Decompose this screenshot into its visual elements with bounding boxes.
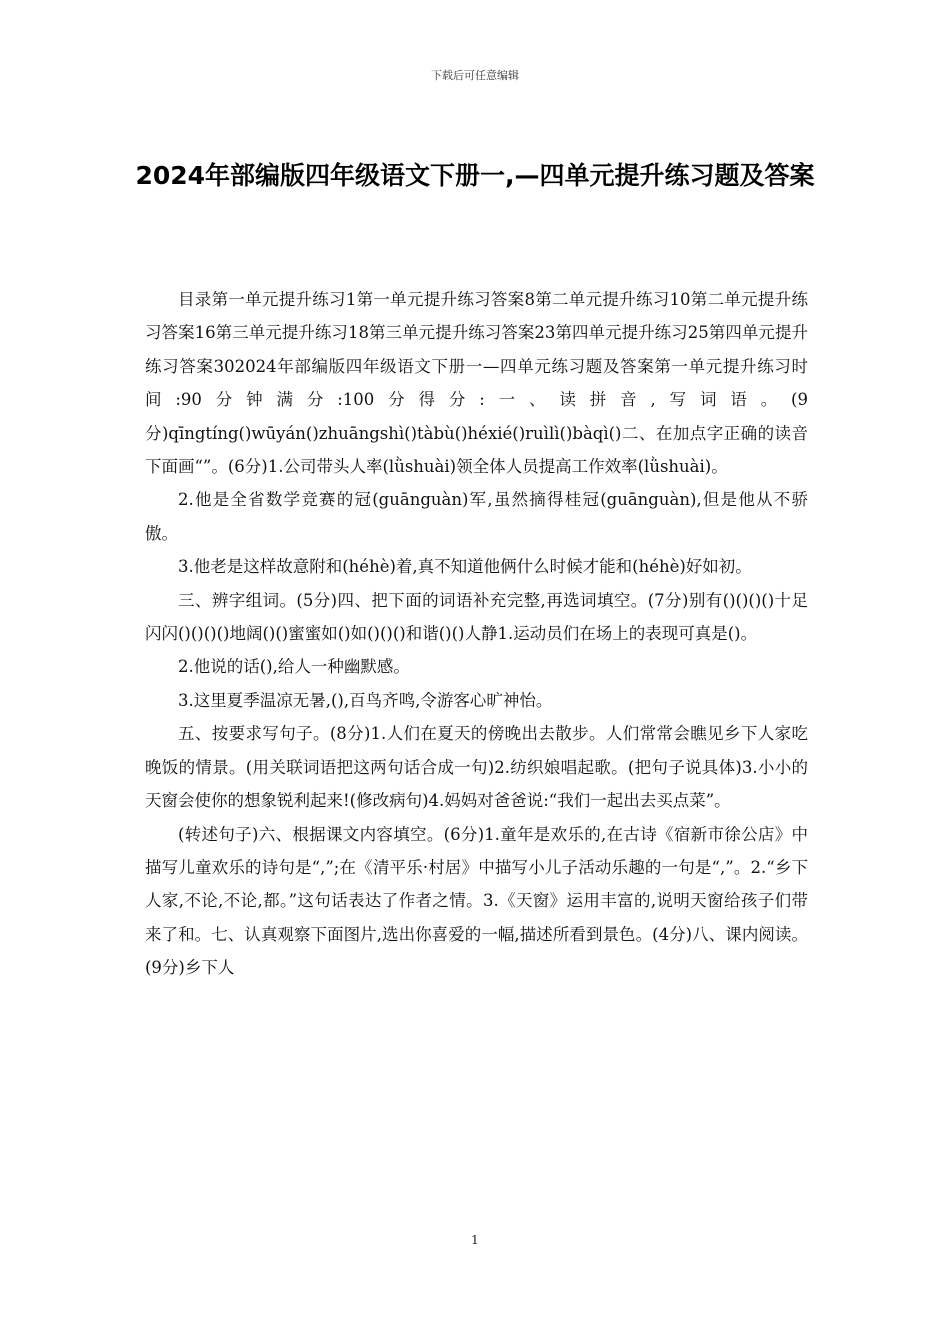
paragraph: 3.这里夏季温凉无暑,(),百鸟齐鸣,令游客心旷神怡。 bbox=[178, 690, 553, 710]
page-number: 1 bbox=[471, 1233, 479, 1247]
paragraph: 2.他是全省数学竞赛的冠(guānguàn)军,虽然摘得桂冠(guānguàn),但是他从不骄傲。 bbox=[145, 490, 808, 543]
header-note: 下载后可任意编辑 bbox=[431, 69, 519, 82]
paragraph: 目录第一单元提升练习1第一单元提升练习答案8第二单元提升练习10第二单元提升练习答案16第三单元提升练习18第三单元提升练习答案23第四单元提升练习25第四单元提升练习答案302024年部编版四年级语文下册一—四单元练习题及答案第一单元提升练习时间:90分钟满分:100分得分:一、读拼音,写词语。(9分)qīngtíng()wūyán()zhuāngshì()tàbù()héxié()ruìlì()bàqì()二、在加点字正确的读音下面画“”。(6分)1.公司带头人率(lǜshuài)领全体人员提高工作效率(lǜshuài)。 bbox=[145, 290, 808, 477]
document-title: 2024年部编版四年级语文下册一,—四单元提升练习题及答案 bbox=[135, 161, 815, 190]
paragraph: 五、按要求写句子。(8分)1.人们在夏天的傍晚出去散步。人们常常会瞧见乡下人家吃晚饭的情景。(用关联词语把这两句话合成一句)2.纺织娘唱起歌。(把句子说具体)3.小小的天窗会使你的想象锐利起来!(修改病句)4.妈妈对爸爸说:“我们一起出去买点菜”。 bbox=[145, 724, 808, 811]
paragraph: 3.他老是这样故意附和(héhè)着,真不知道他俩什么时候才能和(héhè)好如初。 bbox=[178, 557, 752, 577]
paragraph: 三、辨字组词。(5分)四、把下面的词语补充完整,再选词填空。(7分)别有()()()()十足闪闪()()()()地阔()()蜜蜜如()如()()()和谐()()人静1.运动员们在场上的表现可真是()。 bbox=[145, 590, 808, 644]
paragraph: 2.他说的话(),给人一种幽默感。 bbox=[178, 657, 410, 677]
paragraph: (转述句子)六、根据课文内容填空。(6分)1.童年是欢乐的,在古诗《宿新市徐公店》中描写儿童欢乐的诗句是“,”;在《清平乐·村居》中描写小儿子活动乐趣的一句是“,”。2.“乡下人家,不论,不论,都。”这句话表达了作者之情。3.《天窗》运用丰富的,说明天窗给孩子们带来了和。七、认真观察下面图片,选出你喜爱的一幅,描述所看到景色。(4分)八、课内阅读。(9分)乡下人 bbox=[145, 824, 808, 978]
document-body bbox=[145, 283, 808, 985]
